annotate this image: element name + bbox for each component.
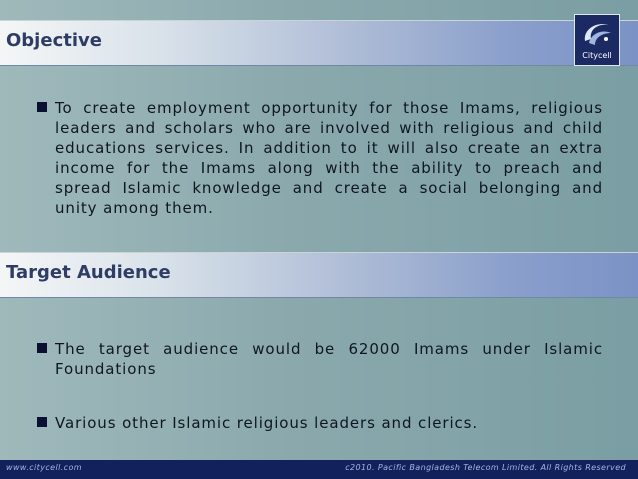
section-title: Target Audience (6, 262, 171, 283)
section-header-objective (0, 20, 638, 66)
citycell-logo (574, 14, 620, 66)
footer-website-link[interactable]: www.citycell.com (6, 463, 82, 472)
footer-bar (0, 460, 638, 479)
bullet-text: To create employment opportunity for those Imams, religious leaders and scholars who are involved with religious and child educations services. In addition to it will also create an extra income for the Imams along with the ability to preach and spread Islamic knowledge and create a social belonging and unity among them. (55, 99, 603, 217)
logo-text: Citycell (582, 51, 612, 60)
square-bullet-icon (37, 343, 47, 353)
bullet-text: Various other Islamic religious leaders and clerics. (55, 414, 479, 432)
section-title: Objective (6, 30, 102, 51)
swirl-logo-icon (575, 15, 619, 51)
bullet-text: The target audience would be 62000 Imams under Islamic Foundations (55, 340, 603, 378)
footer-copyright: c2010. Pacific Bangladesh Telecom Limited. All Rights Reserved (345, 463, 626, 472)
square-bullet-icon (37, 417, 47, 427)
section-header-target-audience (0, 252, 638, 298)
square-bullet-icon (37, 102, 47, 112)
